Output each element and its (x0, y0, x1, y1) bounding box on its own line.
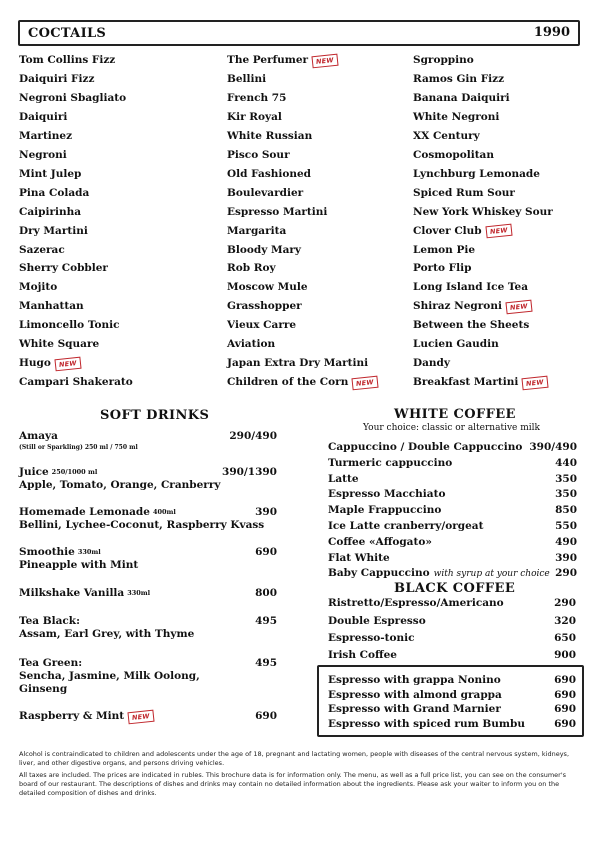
white-coffee-item (328, 457, 452, 470)
soft-drink-name (19, 546, 101, 559)
black-coffee-name: Ristretto/Espresso/Americano (328, 597, 504, 609)
cocktails-header (18, 20, 580, 46)
white-coffee-price: 290 (555, 567, 577, 580)
cocktail-item (413, 130, 480, 143)
white-coffee-item (328, 536, 432, 549)
cocktail-item (413, 187, 515, 200)
cocktail-item (413, 281, 528, 294)
footer-alcohol-notice: Alcohol is contraindicated to children and adolescents under the age of 18, pregnant and lactating women, people with diseases of the central nervous system, kidneys, liver, and other digestive organs, and persons driving vehicles. (19, 750, 570, 767)
soft-drink-title: Tea Green: (19, 657, 83, 669)
cocktail-name: Mojito (19, 281, 58, 294)
cocktail-name: White Square (19, 338, 100, 351)
soft-drinks-title: SOFT DRINKS (100, 408, 210, 423)
cocktail-name: Sgroppino (413, 54, 474, 66)
new-badge: NEW (54, 356, 81, 371)
grappa-item-name: Espresso with Grand Marnier (328, 703, 501, 715)
cocktail-name: Bloody Mary (227, 243, 302, 256)
cocktail-item (413, 262, 471, 275)
white-coffee-name: Turmeric cappuccino (328, 456, 453, 469)
white-coffee-item (328, 473, 359, 486)
cocktail-item (19, 357, 81, 370)
black-coffee-name: Double Espresso (328, 615, 426, 627)
grappa-item-name: Espresso with grappa Nonino (328, 674, 501, 686)
soft-drink-title: Homemade Lemonade (19, 506, 150, 518)
cocktail-name: Clover Club (413, 224, 482, 237)
new-badge: NEW (128, 709, 155, 724)
white-coffee-name: Espresso Macchiato (328, 488, 446, 501)
cocktails-price: 1990 (533, 25, 570, 40)
cocktail-name: Campari Shakerato (19, 376, 133, 389)
cocktail-name: White Russian (227, 129, 313, 142)
soft-drink-volume: 250/1000 ml (51, 468, 98, 476)
cocktail-name: Shiraz Negroni (413, 300, 502, 313)
cocktail-item (227, 168, 311, 181)
cocktail-item (413, 225, 511, 238)
cocktail-item (227, 300, 302, 313)
soft-drink-price: 800 (255, 587, 277, 599)
cocktail-item (227, 376, 378, 389)
cocktail-name: Aviation (227, 338, 276, 351)
cocktail-name: Margarita (227, 224, 287, 237)
grappa-item-price: 690 (554, 688, 576, 701)
white-coffee-name: Ice Latte cranberry/orgeat (328, 520, 484, 532)
black-coffee-price: 900 (554, 649, 576, 661)
cocktail-item (19, 73, 94, 86)
black-coffee-price: 650 (554, 632, 576, 644)
cocktail-name: Rob Roy (227, 262, 276, 275)
soft-drink-name (19, 587, 150, 600)
new-badge: NEW (352, 375, 379, 390)
grappa-item-price: 690 (554, 717, 576, 730)
new-badge: NEW (312, 53, 339, 68)
cocktail-name: French 75 (227, 91, 287, 104)
soft-drink-name (19, 710, 154, 723)
cocktail-item (227, 92, 286, 105)
white-coffee-item (328, 488, 445, 501)
white-coffee-item (328, 567, 550, 581)
cocktail-item (19, 187, 89, 200)
cocktail-name: XX Century (413, 129, 480, 142)
cocktail-name: Sherry Cobbler (19, 262, 108, 275)
cocktail-name: Caipirinha (19, 205, 82, 218)
cocktail-name: Japan Extra Dry Martini (227, 357, 369, 370)
soft-drink-price: 390 (255, 506, 277, 518)
soft-drink-title: Juice (19, 466, 49, 478)
white-coffee-price: 850 (555, 504, 577, 517)
cocktail-item (227, 281, 308, 294)
white-coffee-name: Maple Frappuccino (328, 504, 442, 517)
cocktail-name: White Negroni (413, 110, 500, 123)
soft-drink-name (19, 466, 97, 479)
white-coffee-subtitle: Your choice: classic or alternative milk (363, 423, 540, 433)
cocktail-item (227, 262, 276, 275)
soft-drink-volume: 400ml (152, 508, 176, 516)
cocktail-item (413, 54, 474, 67)
cocktail-name: Lynchburg Lemonade (413, 167, 540, 180)
cocktail-name: Negroni Sbagliato (19, 91, 127, 104)
soft-drink-name (19, 430, 58, 443)
cocktail-item (227, 206, 327, 219)
cocktail-name: Limoncello Tonic (19, 319, 120, 332)
black-coffee-title: BLACK COFFEE (394, 581, 516, 596)
white-coffee-name: Cappuccino / Double Cappuccino (328, 441, 523, 453)
cocktail-name: Espresso Martini (227, 205, 328, 218)
cocktail-item (227, 319, 296, 332)
soft-drink-name (19, 657, 82, 670)
white-coffee-name: Flat White (328, 551, 390, 564)
cocktail-name: The Perfumer (227, 54, 309, 66)
cocktail-item (227, 357, 368, 370)
grappa-item-name: Espresso with almond grappa (328, 688, 502, 701)
cocktail-item (19, 244, 65, 257)
cocktail-name: Manhattan (19, 300, 84, 313)
cocktail-item (413, 376, 548, 389)
soft-drink-title: Smoothie (19, 546, 75, 558)
cocktail-name: Old Fashioned (227, 167, 312, 180)
cocktails-title: COCTAILS (28, 26, 107, 41)
cocktail-item (19, 300, 84, 313)
cocktail-item (227, 187, 303, 200)
cocktail-name: Breakfast Martini (413, 376, 519, 389)
cocktail-name: Tom Collins Fizz (19, 54, 116, 66)
white-coffee-item (328, 504, 441, 517)
cocktail-item (227, 73, 266, 86)
white-coffee-item (328, 552, 390, 565)
cocktail-item (413, 244, 475, 257)
white-coffee-name: Latte (328, 472, 359, 485)
cocktail-name: Hugo (19, 357, 51, 370)
cocktail-name: Grasshopper (227, 300, 302, 313)
cocktail-item (413, 300, 532, 313)
cocktail-name: Between the Sheets (413, 319, 530, 332)
cocktail-name: Dry Martini (19, 224, 88, 237)
cocktail-item (19, 262, 108, 275)
cocktail-item (227, 225, 286, 238)
cocktail-item (413, 111, 499, 124)
cocktail-name: Boulevardier (227, 186, 304, 199)
cocktail-item (19, 92, 126, 105)
cocktail-item (413, 319, 529, 332)
cocktail-name: New York Whiskey Sour (413, 205, 553, 218)
cocktail-item (413, 357, 450, 370)
cocktail-name: Dandy (413, 357, 450, 370)
white-coffee-name: Coffee «Affogato» (328, 535, 432, 548)
grappa-item-name: Espresso with spiced rum Bumbu (328, 717, 525, 730)
cocktail-name: Cosmopolitan (413, 148, 494, 161)
cocktail-item (19, 130, 72, 143)
cocktail-item (19, 54, 115, 67)
cocktail-item (413, 92, 510, 105)
cocktail-item (19, 281, 57, 294)
cocktail-name: Sazerac (19, 243, 65, 256)
cocktail-item (19, 206, 81, 219)
white-coffee-item (328, 441, 522, 454)
soft-drink-price: 495 (255, 615, 277, 627)
cocktail-item (413, 73, 504, 86)
cocktail-item (413, 206, 553, 219)
cocktail-item (227, 111, 282, 124)
soft-drink-name (19, 615, 80, 628)
new-badge: NEW (505, 300, 532, 315)
cocktail-item (19, 225, 88, 238)
cocktail-item (19, 338, 99, 351)
cocktail-item (227, 54, 338, 67)
soft-drink-description: Sencha, Jasmine, Milk Oolong, (19, 670, 200, 682)
footer-price-notice: All taxes are included. The prices are indicated in rubles. This brochure data is for information only. The menu, as well as a full price list, you can see on the consumer's board of our restaurant. The descriptions of dishes and drinks may contain no detailed information about the ingredients. Please ask your waiter to inform you on the detailed composition of dishes and drinks. (19, 771, 567, 797)
white-coffee-title: WHITE COFFEE (394, 407, 516, 422)
cocktail-item (413, 338, 499, 351)
cocktail-name: Kir Royal (227, 110, 282, 123)
cocktail-name: Vieux Carre (227, 319, 297, 332)
black-coffee-price: 320 (554, 615, 576, 627)
new-badge: NEW (485, 224, 512, 239)
soft-drink-description: Pineapple with Mint (19, 559, 139, 571)
cocktail-name: Pina Colada (19, 186, 90, 199)
white-coffee-note: with syrup at your choice (433, 569, 550, 580)
cocktail-item (227, 338, 275, 351)
cocktail-name: Lemon Pie (413, 243, 476, 256)
cocktail-item (413, 168, 540, 181)
soft-drink-price: 690 (255, 710, 277, 722)
soft-drink-volume: 330ml (127, 589, 151, 597)
soft-drink-title: Milkshake Vanilla (19, 587, 125, 599)
cocktail-item (19, 111, 67, 124)
soft-drink-subtext: (Still or Sparkling) 250 ml / 750 ml (19, 444, 138, 451)
white-coffee-price: 390 (555, 551, 577, 564)
black-coffee-price: 290 (554, 597, 576, 609)
black-coffee-name: Espresso-tonic (328, 632, 415, 644)
new-badge: NEW (522, 375, 549, 390)
cocktail-item (227, 149, 290, 162)
cocktail-name: Daiquiri Fizz (19, 72, 95, 85)
soft-drink-title: Raspberry & Mint (19, 710, 125, 722)
cocktail-name: Moscow Mule (227, 281, 308, 294)
white-coffee-price: 350 (555, 472, 577, 485)
cocktail-name: Martinez (19, 129, 73, 142)
cocktail-item (19, 149, 67, 162)
cocktail-name: Negroni (19, 148, 67, 161)
cocktail-item (19, 168, 81, 181)
soft-drink-name (19, 506, 176, 519)
cocktail-name: Mint Julep (19, 167, 82, 180)
cocktail-name: Daiquiri (19, 110, 68, 123)
cocktail-name: Ramos Gin Fizz (413, 72, 505, 85)
soft-drink-price: 495 (255, 657, 277, 669)
white-coffee-item (328, 520, 483, 533)
cocktail-name: Bellini (227, 72, 267, 85)
grappa-item-price: 690 (554, 703, 576, 715)
cocktail-name: Porto Flip (413, 262, 472, 275)
cocktail-item (19, 319, 119, 332)
cocktail-item (227, 130, 312, 143)
white-coffee-price: 440 (555, 456, 577, 469)
soft-drink-price: 290/490 (229, 430, 277, 442)
cocktail-name: Children of the Corn (227, 376, 349, 389)
soft-drink-price: 690 (255, 546, 277, 558)
soft-drink-price: 390/1390 (222, 466, 277, 478)
cocktail-item (227, 244, 301, 257)
cocktail-item (413, 149, 494, 162)
cocktail-name: Banana Daiquiri (413, 91, 510, 104)
white-coffee-price: 490 (555, 535, 577, 548)
soft-drink-title: Tea Black: (19, 615, 80, 627)
soft-drink-description: Bellini, Lychee-Coconut, Raspberry Kvass (19, 519, 265, 531)
soft-drink-description: Assam, Earl Grey, with Thyme (19, 628, 195, 640)
black-coffee-name: Irish Coffee (328, 649, 397, 661)
white-coffee-price: 550 (555, 520, 577, 532)
soft-drink-description: Ginseng (19, 683, 68, 695)
cocktail-name: Spiced Rum Sour (413, 186, 515, 199)
grappa-item-price: 690 (554, 674, 576, 686)
soft-drink-description: Apple, Tomato, Orange, Cranberry (19, 479, 221, 491)
cocktail-name: Lucien Gaudin (413, 338, 499, 351)
soft-drink-volume: 330ml (77, 548, 101, 556)
cocktail-item (19, 376, 133, 389)
soft-drink-title: Amaya (19, 430, 58, 442)
white-coffee-price: 350 (555, 488, 577, 501)
cocktail-name: Pisco Sour (227, 148, 290, 161)
cocktail-name: Long Island Ice Tea (413, 281, 528, 294)
white-coffee-name: Baby Cappuccino (328, 567, 430, 580)
white-coffee-price: 390/490 (529, 441, 577, 453)
